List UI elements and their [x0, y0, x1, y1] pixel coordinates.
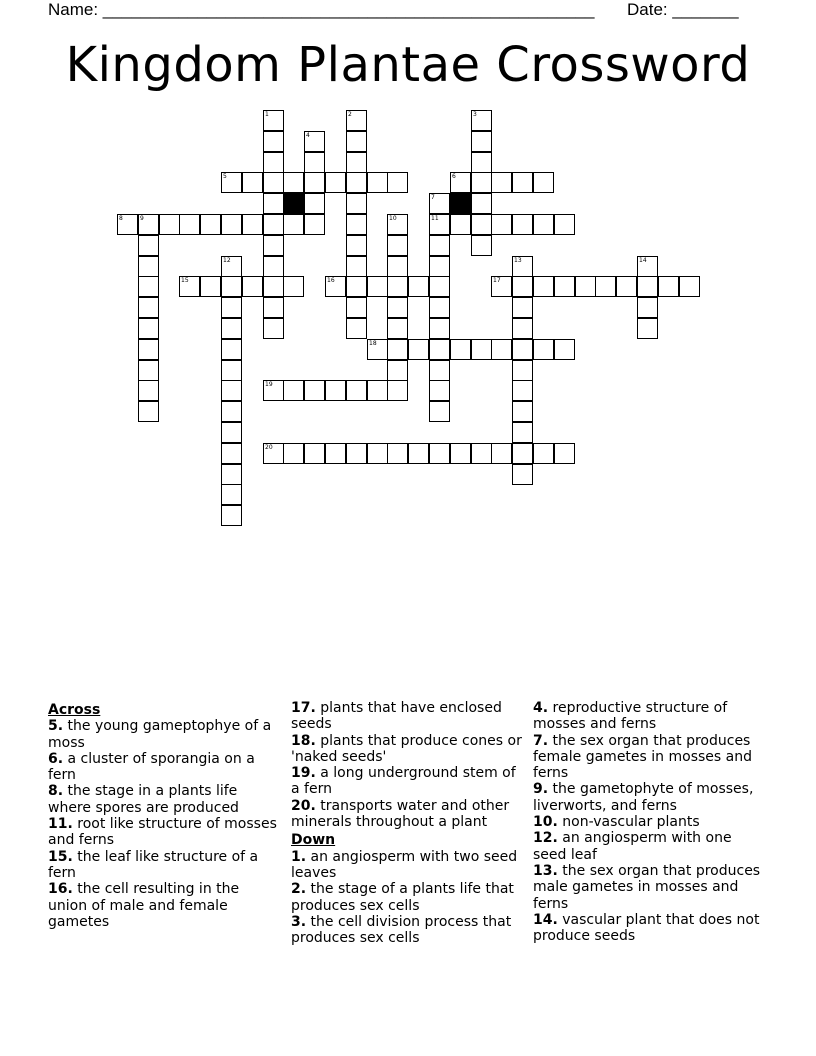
grid-cell[interactable]	[304, 152, 325, 173]
grid-cell[interactable]	[471, 443, 492, 464]
clue-text: root like structure of mosses and ferns	[48, 816, 277, 849]
clue-item	[48, 816, 280, 849]
grid-cell[interactable]	[637, 297, 658, 318]
grid-black-cell	[450, 193, 471, 214]
grid-cell[interactable]	[159, 214, 180, 235]
grid-cell[interactable]	[429, 318, 450, 339]
grid-cell[interactable]	[658, 276, 679, 297]
clue-text: plants that produce cones or 'naked seeds'	[291, 732, 522, 765]
grid-cell[interactable]	[304, 214, 325, 235]
clue-number: 13	[514, 257, 522, 264]
clue-text: vascular plant that does not produce seeds	[533, 911, 760, 945]
grid-cell[interactable]	[512, 339, 533, 360]
grid-cell[interactable]	[200, 214, 221, 235]
grid-cell[interactable]	[346, 172, 367, 193]
grid-cell[interactable]	[325, 172, 346, 193]
grid-cell[interactable]	[637, 276, 658, 297]
grid-cell[interactable]	[450, 339, 471, 360]
grid-cell[interactable]	[512, 360, 533, 381]
clue-column-1	[48, 700, 280, 930]
clue-text: a long underground stem of a fern	[291, 765, 516, 798]
grid-cell[interactable]	[263, 214, 284, 235]
grid-cell[interactable]	[408, 339, 429, 360]
grid-cell[interactable]	[179, 214, 200, 235]
grid-cell[interactable]	[637, 318, 658, 339]
clue-item	[291, 798, 523, 831]
grid-cell[interactable]	[387, 276, 408, 297]
clue-number: 12	[223, 257, 231, 264]
clue-item	[533, 912, 765, 945]
grid-cell[interactable]	[242, 214, 263, 235]
grid-cell[interactable]	[221, 484, 242, 505]
grid-cell[interactable]	[408, 276, 429, 297]
grid-cell[interactable]	[283, 443, 304, 464]
grid-cell[interactable]	[263, 152, 284, 173]
grid-cell[interactable]	[429, 443, 450, 464]
grid-cell[interactable]	[637, 256, 658, 277]
grid-cell[interactable]	[263, 131, 284, 152]
grid-cell[interactable]	[512, 380, 533, 401]
clue-number-label: 8.	[48, 783, 64, 800]
grid-cell[interactable]	[283, 214, 304, 235]
grid-cell[interactable]	[491, 172, 512, 193]
grid-cell[interactable]	[221, 401, 242, 422]
grid-cell[interactable]	[429, 256, 450, 277]
clue-number: 4	[306, 132, 310, 139]
clue-number: 20	[265, 444, 273, 451]
grid-cell[interactable]	[283, 380, 304, 401]
grid-cell[interactable]	[304, 380, 325, 401]
grid-cell[interactable]	[471, 152, 492, 173]
grid-cell[interactable]	[346, 318, 367, 339]
grid-cell[interactable]	[491, 443, 512, 464]
clue-number-label: 15.	[48, 848, 73, 865]
clue-text: the sex organ that produces male gametes in mosses and ferns	[533, 862, 761, 912]
grid-cell[interactable]	[263, 276, 284, 297]
grid-cell[interactable]	[575, 276, 596, 297]
clue-item	[291, 881, 523, 914]
clue-text: the sex organ that produces female gametes in mosses and ferns	[533, 732, 752, 782]
clue-number-label: 4.	[533, 700, 549, 716]
clue-item	[48, 881, 280, 930]
grid-cell[interactable]	[367, 276, 388, 297]
grid-cell[interactable]	[512, 214, 533, 235]
grid-cell[interactable]	[429, 276, 450, 297]
grid-cell[interactable]	[491, 276, 512, 297]
grid-cell[interactable]	[221, 422, 242, 443]
clue-number-label: 18.	[291, 732, 316, 749]
clue-number-label: 20.	[291, 797, 316, 814]
clue-number: 18	[369, 340, 377, 347]
clue-item	[291, 914, 523, 947]
clue-number-label: 7.	[533, 732, 549, 749]
grid-cell[interactable]	[138, 256, 159, 277]
grid-cell[interactable]	[263, 297, 284, 318]
grid-cell[interactable]	[387, 443, 408, 464]
name-field-line: Name: ____________________________________________________	[48, 0, 595, 19]
grid-cell[interactable]	[283, 172, 304, 193]
grid-cell[interactable]	[325, 276, 346, 297]
clue-number-label: 16.	[48, 881, 73, 898]
grid-cell[interactable]	[221, 339, 242, 360]
clue-item	[533, 814, 765, 830]
grid-cell[interactable]	[304, 172, 325, 193]
grid-cell[interactable]	[471, 172, 492, 193]
grid-cell[interactable]	[117, 214, 138, 235]
grid-cell[interactable]	[138, 235, 159, 256]
grid-cell[interactable]	[263, 443, 284, 464]
grid-cell[interactable]	[179, 276, 200, 297]
grid-cell[interactable]	[429, 235, 450, 256]
grid-cell[interactable]	[450, 214, 471, 235]
clue-number-label: 10.	[533, 814, 558, 831]
grid-cell[interactable]	[263, 110, 284, 131]
grid-cell[interactable]	[533, 172, 554, 193]
across-clue-list	[48, 718, 280, 930]
grid-cell[interactable]	[263, 380, 284, 401]
grid-cell[interactable]	[471, 214, 492, 235]
clue-number: 11	[431, 215, 439, 222]
clue-number: 19	[265, 381, 273, 388]
grid-cell[interactable]	[512, 318, 533, 339]
clue-text: the gametophyte of mosses, liverworts, and ferns	[533, 781, 754, 814]
grid-cell[interactable]	[512, 172, 533, 193]
grid-cell[interactable]	[138, 401, 159, 422]
clue-number: 8	[119, 215, 123, 222]
grid-cell[interactable]	[450, 172, 471, 193]
grid-cell[interactable]	[242, 172, 263, 193]
grid-cell[interactable]	[367, 443, 388, 464]
grid-cell[interactable]	[263, 318, 284, 339]
grid-cell[interactable]	[346, 235, 367, 256]
grid-cell[interactable]	[429, 380, 450, 401]
clue-text: transports water and other minerals throughout a plant	[291, 797, 510, 831]
grid-cell[interactable]	[512, 401, 533, 422]
grid-cell[interactable]	[512, 443, 533, 464]
grid-cell[interactable]	[346, 214, 367, 235]
grid-cell[interactable]	[367, 339, 388, 360]
clue-item	[48, 718, 280, 751]
clue-number-label: 2.	[291, 881, 307, 898]
grid-cell[interactable]	[138, 360, 159, 381]
grid-cell[interactable]	[346, 297, 367, 318]
grid-cell[interactable]	[138, 339, 159, 360]
grid-cell[interactable]	[533, 276, 554, 297]
grid-cell[interactable]	[429, 401, 450, 422]
grid-cell[interactable]	[554, 276, 575, 297]
clue-number: 16	[327, 277, 335, 284]
grid-cell[interactable]	[450, 443, 471, 464]
clue-item	[48, 751, 280, 784]
grid-cell[interactable]	[429, 339, 450, 360]
clue-number-label: 1.	[291, 848, 307, 865]
clue-text: an angiosperm with two seed leaves	[291, 848, 518, 881]
clue-item	[533, 830, 765, 863]
clue-text: an angiosperm with one seed leaf	[533, 830, 732, 863]
across-clue-list-cont	[291, 700, 523, 830]
grid-cell[interactable]	[533, 214, 554, 235]
grid-cell[interactable]	[242, 276, 263, 297]
grid-black-cell	[283, 193, 304, 214]
clue-number-label: 5.	[48, 718, 64, 735]
down-clue-list-cont	[533, 700, 765, 944]
grid-cell[interactable]	[387, 297, 408, 318]
clue-text: the young gameptophye of a moss	[48, 718, 272, 751]
grid-cell[interactable]	[346, 131, 367, 152]
grid-cell[interactable]	[325, 443, 346, 464]
grid-cell[interactable]	[346, 152, 367, 173]
grid-cell[interactable]	[346, 256, 367, 277]
grid-cell[interactable]	[512, 256, 533, 277]
grid-cell[interactable]	[221, 172, 242, 193]
clue-column-3	[533, 700, 765, 944]
grid-cell[interactable]	[387, 318, 408, 339]
grid-cell[interactable]	[263, 235, 284, 256]
grid-cell[interactable]	[346, 443, 367, 464]
grid-cell[interactable]	[304, 131, 325, 152]
clue-item	[533, 700, 765, 733]
clue-item	[48, 849, 280, 882]
grid-cell[interactable]	[325, 380, 346, 401]
grid-cell[interactable]	[471, 193, 492, 214]
clue-text: the cell resulting in the union of male and female gametes	[48, 881, 240, 930]
across-heading: Across	[48, 702, 101, 718]
clue-number: 15	[181, 277, 189, 284]
grid-cell[interactable]	[221, 380, 242, 401]
clue-number: 5	[223, 173, 227, 180]
grid-cell[interactable]	[387, 339, 408, 360]
grid-cell[interactable]	[138, 276, 159, 297]
grid-cell[interactable]	[429, 193, 450, 214]
grid-cell[interactable]	[679, 276, 700, 297]
clue-item	[291, 765, 523, 798]
clue-text: reproductive structure of mosses and ferns	[533, 700, 728, 733]
clue-number: 10	[389, 215, 397, 222]
grid-cell[interactable]	[138, 318, 159, 339]
date-field-line: Date: _______	[627, 0, 739, 19]
clue-number: 1	[265, 111, 269, 118]
clue-item	[533, 733, 765, 782]
grid-cell[interactable]	[554, 339, 575, 360]
clue-text: a cluster of sporangia on a fern	[48, 750, 255, 784]
grid-cell[interactable]	[200, 276, 221, 297]
clue-number-label: 6.	[48, 750, 64, 767]
grid-cell[interactable]	[387, 235, 408, 256]
grid-cell[interactable]	[221, 505, 242, 526]
clue-number-label: 14.	[533, 911, 558, 928]
down-heading: Down	[291, 832, 336, 849]
grid-cell[interactable]	[221, 443, 242, 464]
clue-item	[291, 700, 523, 733]
grid-cell[interactable]	[387, 360, 408, 381]
clue-number-label: 12.	[533, 830, 558, 847]
clue-number-label: 17.	[291, 700, 316, 716]
grid-cell[interactable]	[512, 464, 533, 485]
grid-cell[interactable]	[512, 276, 533, 297]
clue-item	[533, 863, 765, 912]
grid-cell[interactable]	[346, 380, 367, 401]
grid-cell[interactable]	[554, 443, 575, 464]
clue-text: the stage in a plants life where spores are produced	[48, 783, 239, 816]
grid-cell[interactable]	[283, 276, 304, 297]
grid-cell[interactable]	[595, 276, 616, 297]
grid-cell[interactable]	[429, 297, 450, 318]
clue-number: 6	[452, 173, 456, 180]
grid-cell[interactable]	[491, 339, 512, 360]
grid-cell[interactable]	[387, 214, 408, 235]
clue-number: 7	[431, 194, 435, 201]
clue-number: 17	[493, 277, 501, 284]
clue-text: the cell division process that produces sex cells	[291, 913, 512, 947]
grid-cell[interactable]	[491, 214, 512, 235]
grid-cell[interactable]	[138, 380, 159, 401]
grid-cell[interactable]	[367, 172, 388, 193]
down-clue-list	[291, 849, 523, 947]
grid-cell[interactable]	[512, 297, 533, 318]
clue-number-label: 13.	[533, 862, 558, 879]
clue-number-label: 11.	[48, 816, 73, 833]
grid-cell[interactable]	[471, 339, 492, 360]
grid-cell[interactable]	[387, 172, 408, 193]
grid-cell[interactable]	[221, 360, 242, 381]
clue-item	[48, 783, 280, 816]
clue-text: the leaf like structure of a fern	[48, 848, 259, 881]
clue-number: 9	[140, 215, 144, 222]
grid-cell[interactable]	[471, 235, 492, 256]
grid-cell[interactable]	[221, 256, 242, 277]
grid-cell[interactable]	[304, 443, 325, 464]
clue-number-label: 3.	[291, 913, 307, 930]
grid-cell[interactable]	[533, 443, 554, 464]
grid-cell[interactable]	[221, 318, 242, 339]
clue-item	[291, 733, 523, 766]
clue-number: 14	[639, 257, 647, 264]
grid-cell[interactable]	[221, 464, 242, 485]
clue-text: non-vascular plants	[557, 814, 700, 831]
page-title: Kingdom Plantae Crossword	[65, 37, 751, 93]
grid-cell[interactable]	[408, 443, 429, 464]
clue-item	[291, 849, 523, 882]
clue-number-label: 9.	[533, 781, 549, 798]
grid-cell[interactable]	[346, 276, 367, 297]
grid-cell[interactable]	[263, 256, 284, 277]
grid-cell[interactable]	[304, 193, 325, 214]
grid-cell[interactable]	[367, 380, 388, 401]
grid-cell[interactable]	[512, 422, 533, 443]
grid-cell[interactable]	[346, 110, 367, 131]
grid-cell[interactable]	[533, 339, 554, 360]
grid-cell[interactable]	[138, 214, 159, 235]
grid-cell[interactable]	[429, 360, 450, 381]
grid-cell[interactable]	[221, 214, 242, 235]
clue-column-2	[291, 700, 523, 946]
grid-cell[interactable]	[263, 172, 284, 193]
grid-cell[interactable]	[616, 276, 637, 297]
grid-cell[interactable]	[346, 193, 367, 214]
grid-cell[interactable]	[387, 380, 408, 401]
clue-item	[533, 781, 765, 814]
grid-cell[interactable]	[429, 214, 450, 235]
grid-cell[interactable]	[138, 297, 159, 318]
clue-number: 2	[348, 111, 352, 118]
grid-cell[interactable]	[387, 256, 408, 277]
grid-cell[interactable]	[471, 110, 492, 131]
clue-text: plants that have enclosed seeds	[291, 700, 502, 733]
grid-cell[interactable]	[554, 214, 575, 235]
clue-text: the stage of a plants life that produces sex cells	[291, 881, 514, 914]
grid-cell[interactable]	[471, 131, 492, 152]
grid-cell[interactable]	[263, 193, 284, 214]
grid-cell[interactable]	[221, 297, 242, 318]
clue-number: 3	[473, 111, 477, 118]
clue-number-label: 19.	[291, 765, 316, 782]
grid-cell[interactable]	[221, 276, 242, 297]
